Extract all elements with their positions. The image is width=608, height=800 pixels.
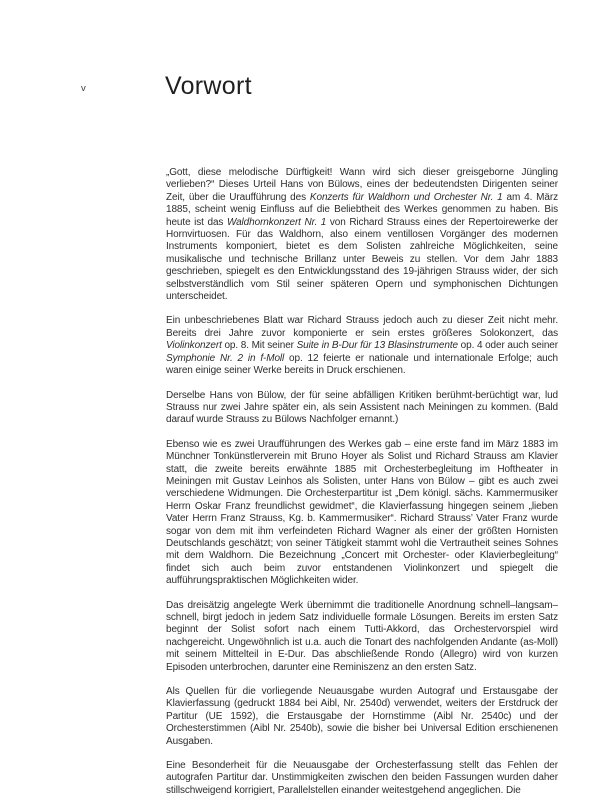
work-title-italic: Konzerts für Waldhorn und Orchester Nr. 1 — [309, 191, 503, 203]
work-title-italic: Waldhornkonzert Nr. 1 — [226, 216, 327, 228]
work-title-italic: Suite in B-Dur für 13 Blasinstrumente — [296, 340, 458, 352]
text-run: Eine Besonderheit für die Neuausgabe der Orchesterfassung stellt das Fehlen der autografen Partitur dar. Unstimmigkeiten zwischen den beiden Fassungen wurden daher stillschweigend korrigiert, Parallelstellen einander weitestgehend angeglichen. Die — [166, 760, 558, 796]
paragraph — [166, 390, 558, 427]
text-run: Das dreisätzig angelegte Werk übernimmt die traditionelle Anordnung schnell–langsam–schnell, birgt jedoch in jedem Satz individuelle formale Lösungen. Bereits im ersten Satz beginnt der Solist sofort nach einem Tutti-Akkord, das Orchestervorspiel wird nachgereicht. Ungewöhnlich ist u.a. auch die Tonart des nachfolgenden Andante (as-Moll) mit seinem Mittelteil in E-Dur. Das abschließende Rondo (Allegro) wird von kurzen Episoden unterbrochen, darunter eine Reminiszenz an den ersten Satz. — [166, 599, 558, 673]
paragraph — [166, 439, 558, 588]
text-run: Ebenso wie es zwei Uraufführungen des Werkes gab – eine erste fand im März 1883 im Münchner Tonkünstlerverein mit Bruno Hoyer als Solist und Richard Strauss am Klavier statt, die zweite bereits erwähnte 1885 mit Orchesterbegleitung im Hoftheater in Meiningen mit Gustav Leinhos als Solisten, unter Hans von Bülow – gibt es auch zwei verschiedene Widmungen. Die Orchesterpartitur ist „Dem königl. sächs. Kammermusiker Herrn Oskar Franz freundlichst gewidmet“, die Klavierfassung hingegen seinem „lieben Vater Herrn Franz Strauss, Kg. b. Kammermusiker“. Richard Strauss’ Vater Franz wurde sogar von dem mit ihm verfeindeten Richard Wagner als einer der größten Hornisten Deutschlands geschätzt; von seiner Tätigkeit stammt wohl die Vertrautheit seines Sohnes mit dem Waldhorn. Die Bezeichnung „Concert mit Orchester- oder Klavierbegleitung“ findet sich auch beim zuvor entstandenen Violinkonzert und spiegelt die aufführungspraktischen Möglichkeiten wider. — [166, 438, 558, 587]
work-title-italic: Violinkonzert — [166, 340, 222, 352]
page-number-folio: v — [81, 83, 86, 94]
preface-paragraphs — [166, 167, 558, 800]
text-run: Derselbe Hans von Bülow, der für seine abfälligen Kritiken berühmt-berüchtigt war, lud Strauss nur zwei Jahre später ein, als sein Assistent nach Meiningen zu kommen. (Bald darauf wurde Strauss zu Bülows Nachfolger ernannt.) — [166, 389, 558, 426]
paragraph — [166, 167, 558, 303]
page-title: Vorwort — [165, 72, 252, 100]
text-run: am 4. März 1885, scheint wenig Einfluss auf die Beliebtheit des Werkes genommen zu haben. Bis heute ist das — [166, 191, 558, 228]
text-run: op. 12 feierte er nationale und internationale Erfolge; auch waren einige seiner Werke bereits in Druck erschienen. — [166, 352, 558, 377]
paragraph — [166, 315, 558, 377]
text-run: op. 4 oder auch seiner — [457, 340, 558, 352]
text-run: von Richard Strauss eines der Repertoirewerke der Hornvirtuosen. Für das Waldhorn, also einem ventillosen Vorgänger des modernen Instruments komponiert, bietet es dem Solisten zahlreiche Möglichkeiten, seine musikalische und technische Brillanz unter Beweis zu stellen. Vor dem Jahr 1883 geschrieben, spiegelt es den Entwicklungsstand des 19-jährigen Strauss wider, der sich selbstverständlich vom Stil seiner späteren Opern und symphonischen Dichtungen unterscheidet. — [166, 216, 558, 303]
text-run: Ein unbeschriebenes Blatt war Richard Strauss jedoch auch zu dieser Zeit nicht mehr. Bereits drei Jahre zuvor komponierte er sein erstes größeres Solokonzert, das — [166, 315, 558, 339]
text-run: Als Quellen für die vorliegende Neuausgabe wurden Autograf und Erstausgabe der Klavierfassung (gedruckt 1884 bei Aibl, Nr. 2540d) verwendet, weiters der Erstdruck der Partitur (UE 1592), die Erstausgabe der Hornstimme (Aibl Nr. 2540c) und der Orchesterstimmen (Aibl Nr. 2540b), sowie die bisher bei Universal Edition erschienenen Ausgaben. — [166, 686, 558, 747]
text-run: „Gott, diese melodische Dürftigkeit! Wann wird sich dieser greisgeborne Jüngling verlieben?“ Dieses Urteil Hans von Bülows, eines der bedeutendsten Dirigenten seiner Zeit, über die Uraufführung des — [166, 167, 558, 203]
paragraph — [166, 686, 558, 748]
paragraph — [166, 600, 558, 674]
work-title-italic: Symphonie Nr. 2 in f-Moll — [166, 352, 285, 364]
paragraph — [166, 760, 558, 797]
text-run: op. 8. Mit seiner — [221, 340, 297, 352]
